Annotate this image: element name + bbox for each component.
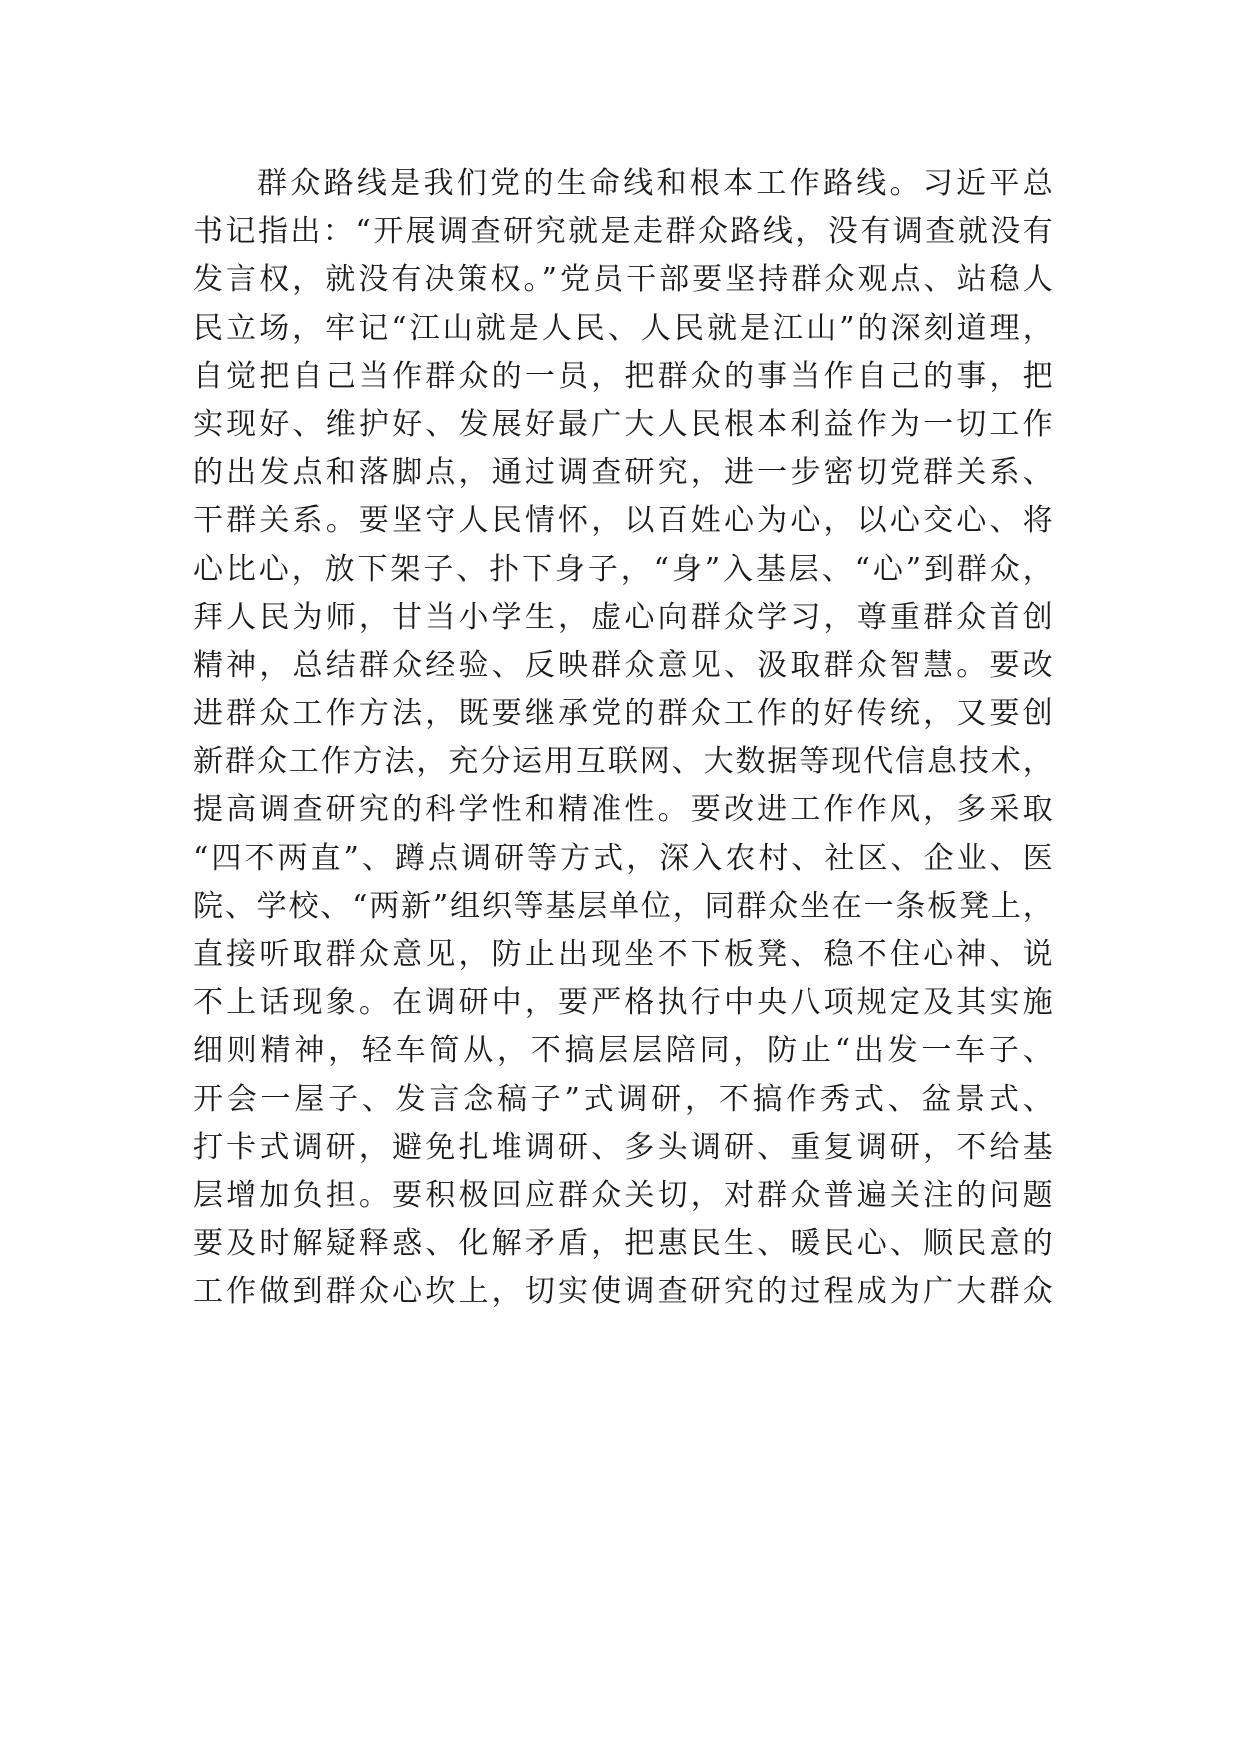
paragraph-line: 民立场，牢记“江山就是人民、人民就是江山”的深刻道理， [193,310,1053,346]
paragraph-line: 实现好、维护好、发展好最广大人民根本利益作为一切工作 [193,406,1053,442]
paragraph-line: 的出发点和落脚点，通过调查研究，进一步密切党群关系、 [193,455,1053,491]
paragraph-line: 进群众工作方法，既要继承党的群众工作的好传统，又要创 [193,696,1053,732]
paragraph-line: 层增加负担。要积极回应群众关切，对群众普遍关注的问题 [193,1177,1053,1213]
paragraph-line: 群众路线是我们党的生命线和根本工作路线。习近平总 [257,166,1053,201]
paragraph-line: 院、学校、“两新”组织等基层单位，同群众坐在一条板凳上， [193,888,1053,924]
paragraph-line: 工作做到群众心坎上，切实使调查研究的过程成为广大群众 [193,1274,1053,1310]
paragraph-line: 干群关系。要坚守人民情怀，以百姓心为心，以心交心、将 [193,503,1053,539]
paragraph-line: 拜人民为师，甘当小学生，虚心向群众学习，尊重群众首创 [193,599,1053,635]
paragraph-line: 新群众工作方法，充分运用互联网、大数据等现代信息技术， [193,744,1053,780]
paragraph-line: 发言权，就没有决策权。”党员干部要坚持群众观点、站稳人 [193,262,1053,298]
body-paragraph [193,160,1053,1317]
paragraph-line: 不上话现象。在调研中，要严格执行中央八项规定及其实施 [193,985,1053,1021]
paragraph-line: 自觉把自己当作群众的一员，把群众的事当作自己的事，把 [193,358,1053,394]
paragraph-line: 提高调查研究的科学性和精准性。要改进工作作风，多采取 [193,792,1053,828]
paragraph-line: “四不两直”、蹲点调研等方式，深入农村、社区、企业、医 [193,840,1053,876]
paragraph-line: 打卡式调研，避免扎堆调研、多头调研、重复调研，不给基 [193,1129,1053,1165]
paragraph-line: 书记指出：“开展调查研究就是走群众路线，没有调查就没有 [193,214,1053,250]
paragraph-line: 精神，总结群众经验、反映群众意见、汲取群众智慧。要改 [193,647,1053,683]
paragraph-line: 心比心，放下架子、扑下身子，“身”入基层、“心”到群众， [193,551,1053,587]
paragraph-line: 细则精神，轻车简从，不搞层层陪同，防止“出发一车子、 [193,1033,1053,1069]
paragraph-line: 开会一屋子、发言念稿子”式调研，不搞作秀式、盆景式、 [193,1081,1053,1117]
paragraph-line: 直接听取群众意见，防止出现坐不下板凳、稳不住心神、说 [193,937,1053,972]
paragraph-line: 要及时解疑释惑、化解矛盾，把惠民生、暖民心、顺民意的 [193,1226,1053,1262]
